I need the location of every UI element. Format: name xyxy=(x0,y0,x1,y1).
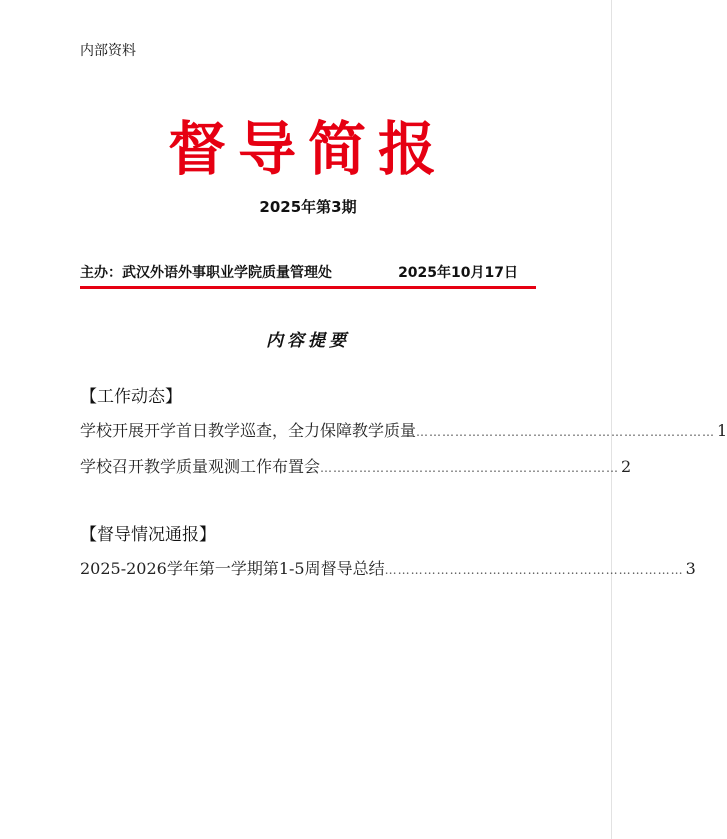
toc-entry-text: 学校开展开学首日教学巡查，全力保障教学质量 xyxy=(80,421,417,440)
toc-leader-dots: …………………………………………………………… xyxy=(416,425,716,439)
publish-date: 2025年10月17日 xyxy=(398,265,518,281)
toc-entry-page: 1 xyxy=(717,421,727,440)
toc-entry-text: 2025-2026学年第一学期第1-5周督导总结 xyxy=(80,559,385,578)
toc-section-title: 【督导情况通报】 xyxy=(80,525,216,545)
publisher-host: 主办：武汉外语外事职业学院质量管理处 xyxy=(80,265,332,281)
toc-entry-page: 3 xyxy=(685,559,696,578)
issue-number: 2025年第3期 xyxy=(259,198,357,216)
toc-entry[interactable] xyxy=(80,454,632,477)
toc-entry-page: 2 xyxy=(621,457,632,476)
toc-entry-text: 学校召开教学质量观测工作布置会 xyxy=(80,457,321,476)
toc-leader-dots: …………………………………………………………… xyxy=(384,563,684,577)
toc-entry[interactable] xyxy=(80,418,727,441)
toc-entry[interactable] xyxy=(80,556,696,579)
toc-leader-dots: …………………………………………………………… xyxy=(320,461,620,475)
bulletin-title: 督导简报 xyxy=(167,115,448,183)
classification-label: 内部资料 xyxy=(80,43,136,59)
header-divider xyxy=(80,286,536,289)
publisher-line xyxy=(80,262,536,282)
toc-section-title: 【工作动态】 xyxy=(80,387,182,407)
toc-heading: 内容提要 xyxy=(266,331,350,351)
